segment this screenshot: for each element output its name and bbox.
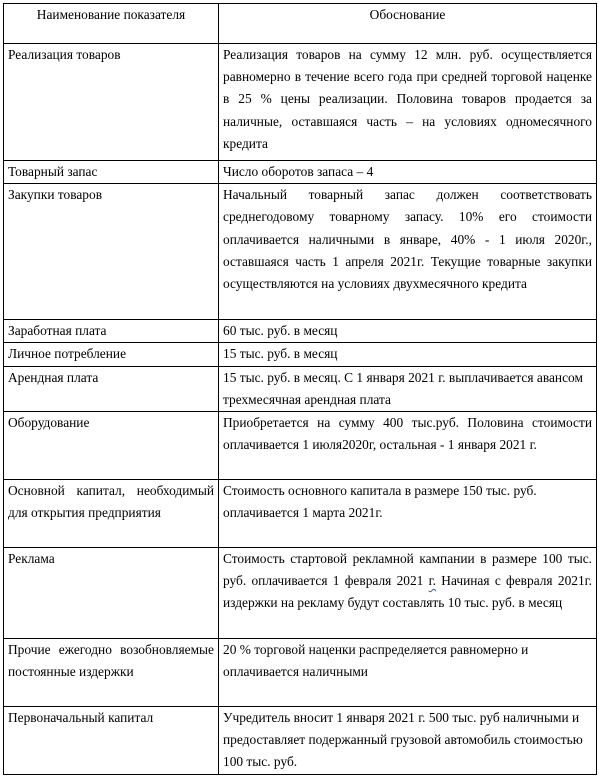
column-header-name: Наименование показателя — [4, 4, 219, 44]
row-basis-cell: Приобретается на сумму 400 тыс.руб. Половина стоимости оплачивается 1 июля2020г, остальная - 1 января 2021 г. — [219, 412, 597, 480]
row-name-cell: Закупки товаров — [4, 184, 219, 320]
row-name-cell: Арендная плата — [4, 366, 219, 411]
row-basis-cell: Стоимость основного капитала в размере 150 тыс. руб. оплачивается 1 марта 2021г. — [219, 480, 597, 548]
row-basis-cell: 15 тыс. руб. в месяц — [219, 343, 597, 366]
advertising-text-part-1: Стоимость стартовой рекламной кампании в размере 100 тыс. руб. оплачивается 1 февраля 2021 — [223, 551, 592, 589]
table-row — [4, 548, 597, 639]
table-row — [4, 412, 597, 480]
row-basis-cell: Учредитель вносит 1 января 2021 г. 500 тыс. руб наличными и предоставляет подержанный грузовой автомобиль стоимостью 100 тыс. руб. — [219, 707, 597, 775]
table-header-row — [4, 4, 597, 44]
row-basis-cell: 15 тыс. руб. в месяц. С 1 января 2021 г. выплачивается авансом трехмесячная арендная плата — [219, 366, 597, 411]
row-name-cell: Заработная плата — [4, 320, 219, 343]
row-name-cell: Основной капитал, необходимый для открытия предприятия — [4, 480, 219, 548]
row-name-cell: Первоначальный капитал — [4, 707, 219, 775]
table-row — [4, 343, 597, 366]
advertising-text-part-2: Начиная с февраля 2021г. издержки на рекламу будут составлять 10 тыс. руб. в месяц — [223, 573, 592, 611]
row-name-cell: Прочие ежегодно возобновляемые постоянные издержки — [4, 639, 219, 707]
table-row — [4, 639, 597, 707]
table-row — [4, 161, 597, 184]
row-basis-cell: Число оборотов запаса – 4 — [219, 161, 597, 184]
table-row — [4, 707, 597, 775]
row-basis-cell: Начальный товарный запас должен соответствовать среднегодовому товарному запасу. 10% его стоимости оплачивается наличными в январе, 40% - 1 июля 2020г., оставшаяся часть 1 апреля 2021г. Текущие товарные закупки осуществляются на условиях двухмесячного кредита — [219, 184, 597, 320]
row-name-cell: Реклама — [4, 548, 219, 639]
table-row — [4, 366, 597, 411]
row-name-cell: Личное потребление — [4, 343, 219, 366]
table-row — [4, 44, 597, 161]
table-row — [4, 184, 597, 320]
row-name-cell: Реализация товаров — [4, 44, 219, 161]
table-row — [4, 480, 597, 548]
row-basis-cell: 20 % торговой наценки распределяется равномерно и оплачивается наличными — [219, 639, 597, 707]
row-basis-cell — [219, 548, 597, 639]
row-name-cell: Оборудование — [4, 412, 219, 480]
table-row — [4, 320, 597, 343]
row-basis-cell: Реализация товаров на сумму 12 млн. руб. осуществляется равномерно в течение всего года при средней торговой наценке в 25 % цены реализации. Половина товаров продается за наличные, оставшаяся часть – на условиях одномесячного кредита — [219, 44, 597, 161]
spellcheck-marked-text: г. — [428, 573, 436, 589]
indicators-table — [3, 3, 597, 775]
column-header-basis: Обоснование — [219, 4, 597, 44]
row-basis-cell: 60 тыс. руб. в месяц — [219, 320, 597, 343]
row-name-cell: Товарный запас — [4, 161, 219, 184]
